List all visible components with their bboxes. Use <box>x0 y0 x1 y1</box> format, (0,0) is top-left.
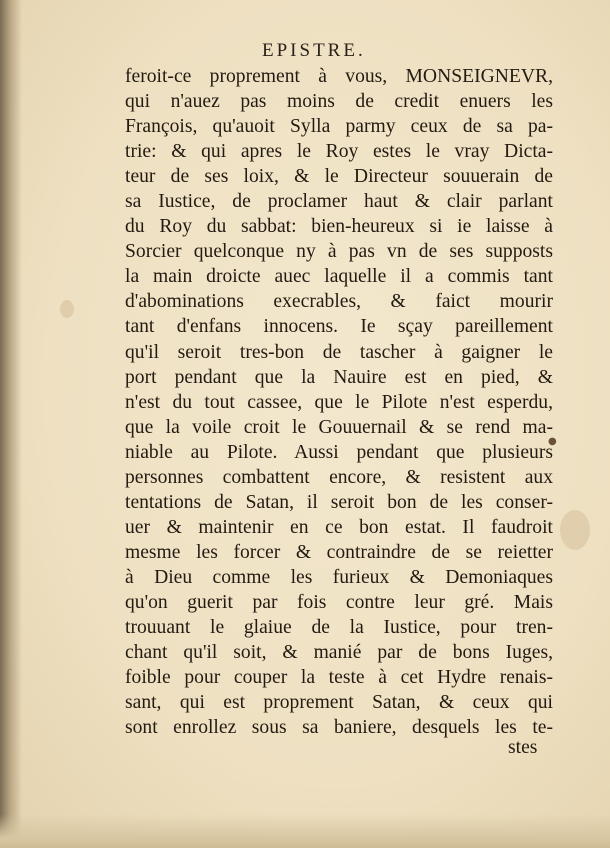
text-line: à Dieu comme les furieux & Demoniaques <box>125 566 553 588</box>
text-line: sont enrollez sous sa baniere, desquels les te- <box>125 717 553 739</box>
page-bottom-edge <box>0 814 610 848</box>
running-head: EPISTRE. <box>262 40 366 61</box>
text-line: personnes combattent encore, & resistent aux <box>125 466 553 488</box>
text-line: sant, qui est proprement Satan, & ceux qui <box>125 692 553 714</box>
body-text <box>125 64 553 740</box>
text-line: teur de ses loix, & le Directeur souuerain de <box>125 166 553 188</box>
text-line: qu'on guerit par fois contre leur gré. Mais <box>125 591 553 613</box>
catchword: stes <box>508 737 538 758</box>
text-line: François, qu'auoit Sylla parmy ceux de sa pa- <box>125 116 553 138</box>
text-line: port pendant que la Nauire est en pied, & <box>125 366 553 388</box>
paper-stain <box>560 510 590 550</box>
paper-stain <box>60 300 74 318</box>
text-line: foible pour couper la teste à cet Hydre renais- <box>125 667 553 689</box>
text-line: feroit-ce proprement à vous, MONSEIGNEVR, <box>125 66 553 87</box>
text-line: qui n'auez pas moins de credit enuers les <box>125 91 553 113</box>
text-line: d'abominations execrables, & faict mourir <box>125 291 553 313</box>
text-line: niable au Pilote. Aussi pendant que plusieurs <box>125 441 553 463</box>
text-line: trie: & qui apres le Roy estes le vray Dicta- <box>125 141 553 163</box>
text-line: tentations de Satan, il seroit bon de les conser- <box>125 491 553 513</box>
text-line: sa Iustice, de proclamer haut & clair parlant <box>125 191 553 213</box>
text-line: uer & maintenir en ce bon estat. Il faudroit <box>125 516 553 538</box>
text-line: chant qu'il soit, & manié par de bons Iuges, <box>125 642 553 664</box>
text-line: la main droicte auec laquelle il a commis tant <box>125 266 553 288</box>
text-line: du Roy du sabbat: bien-heureux si ie laisse à <box>125 216 553 238</box>
page-gutter <box>0 0 22 848</box>
text-line: trouuant le glaiue de la Iustice, pour tren- <box>125 617 553 639</box>
ink-dot-icon: ● <box>548 436 557 447</box>
text-line: Sorcier quelconque ny à pas vn de ses supposts <box>125 241 553 263</box>
text-line: tant d'enfans innocens. Ie sçay pareillement <box>125 316 553 338</box>
text-line: mesme les forcer & contraindre de se reietter <box>125 541 553 563</box>
text-line: qu'il seroit tres-bon de tascher à gaigner le <box>125 341 553 363</box>
text-line: que la voile croit le Gouuernail & se rend ma- <box>125 416 553 438</box>
text-line: n'est du tout cassee, que le Pilote n'est esperdu, <box>125 391 553 413</box>
